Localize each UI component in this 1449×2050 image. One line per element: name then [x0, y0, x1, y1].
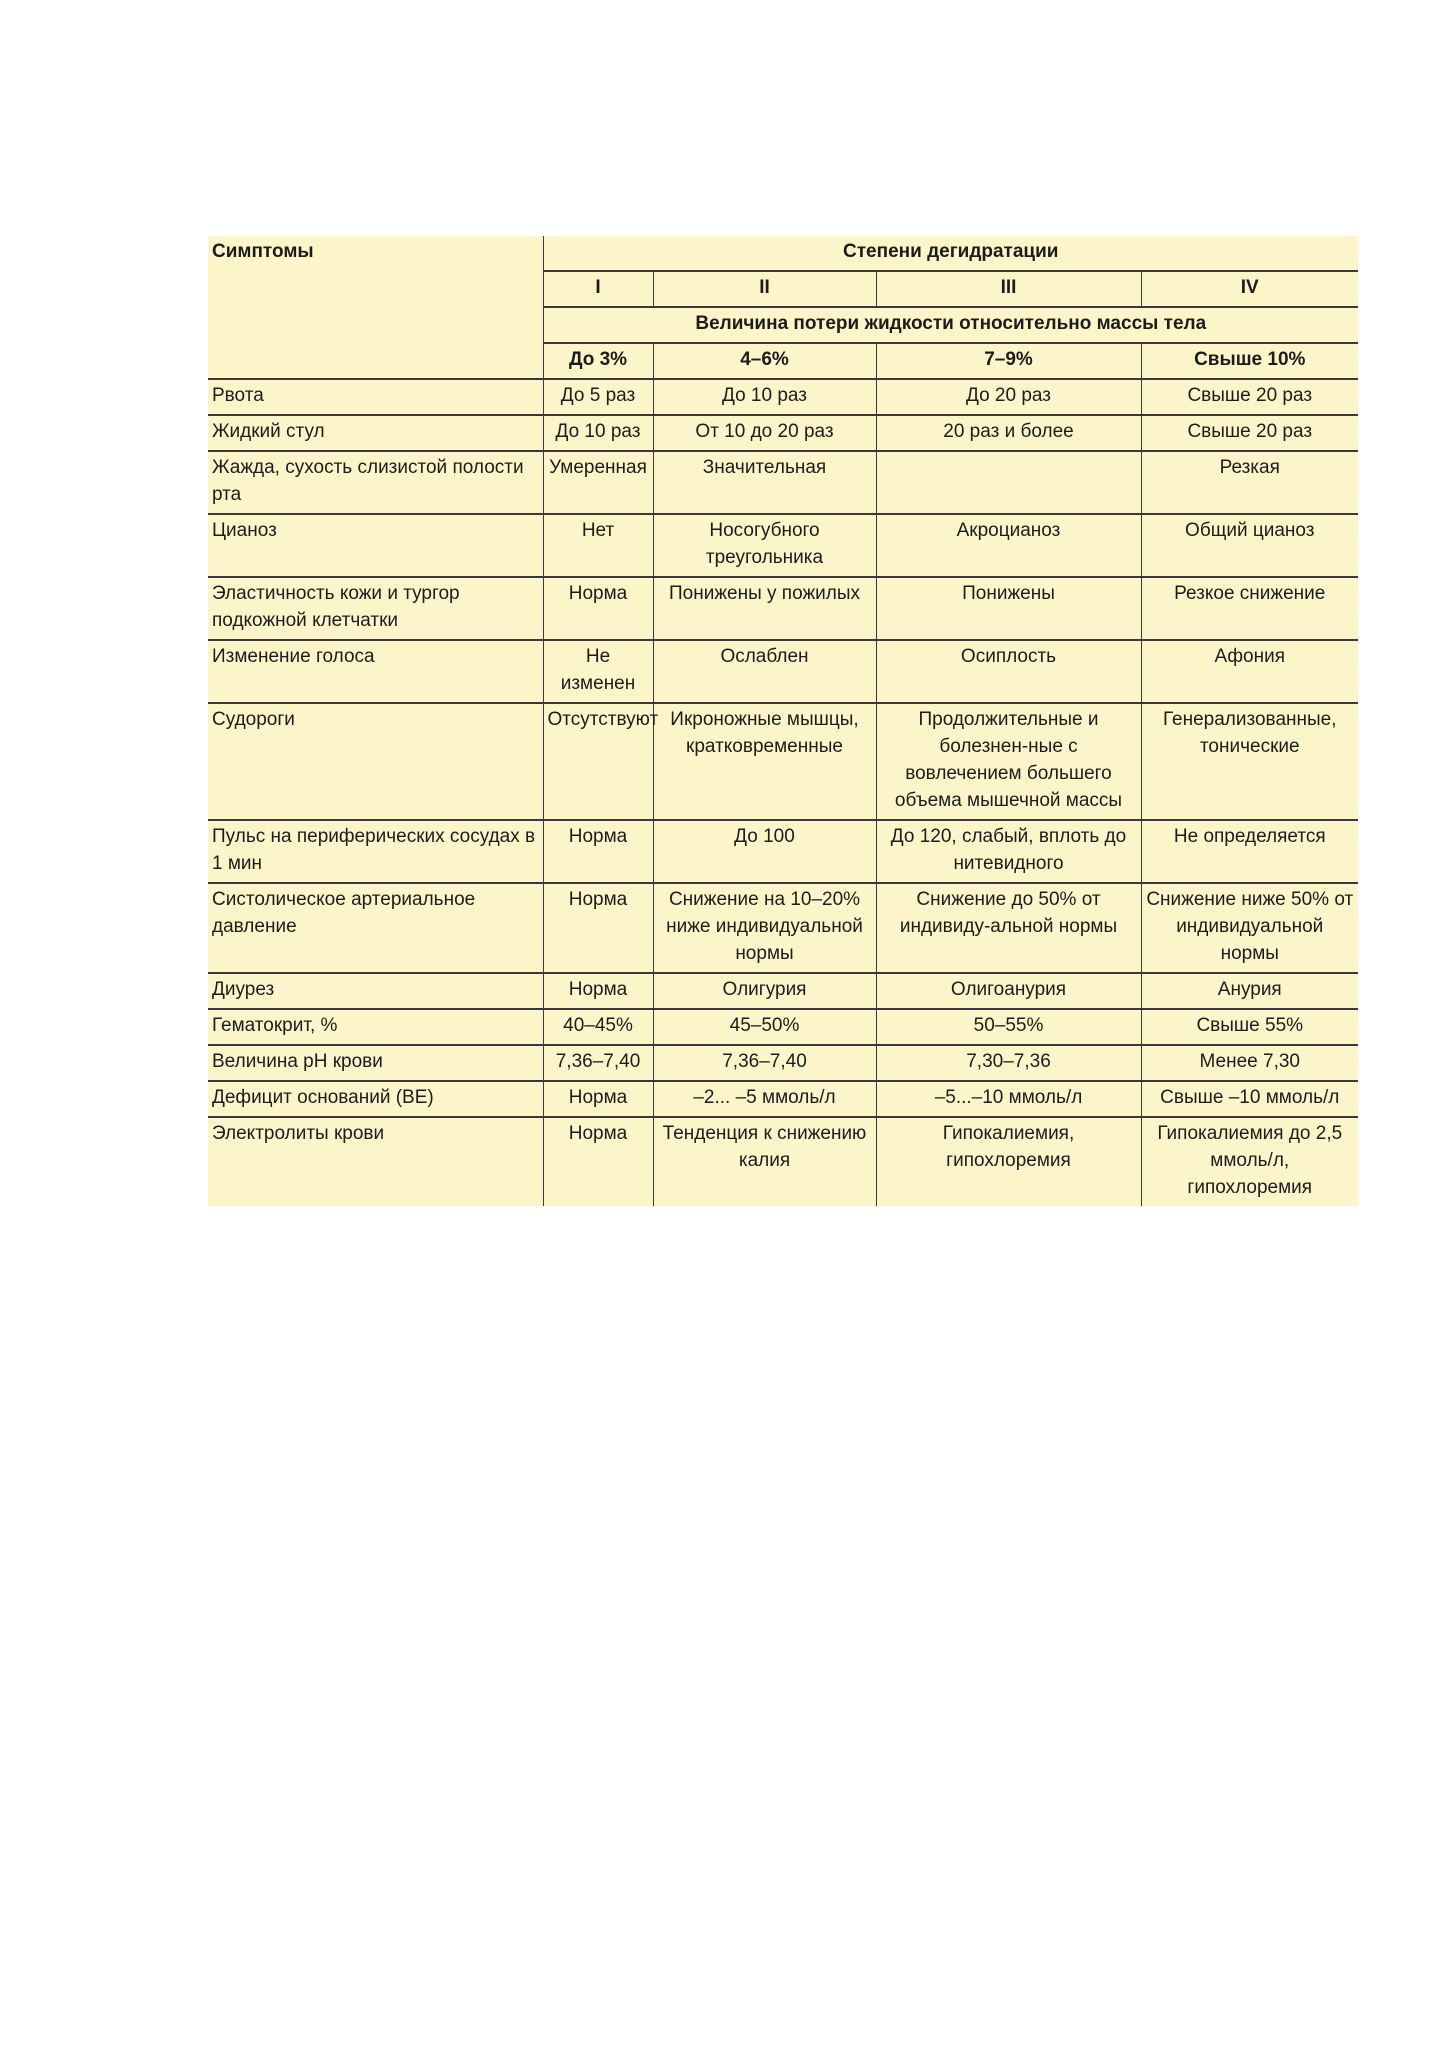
- value-cell: Носогубного треугольника: [653, 514, 876, 577]
- symptom-cell: Систолическое артериальное давление: [208, 883, 543, 973]
- table-row: [208, 973, 1358, 1009]
- table-row: [208, 577, 1358, 640]
- value-cell: Олигурия: [653, 973, 876, 1009]
- value-cell: Гипокалиемия до 2,5 ммоль/л, гипохлоремия: [1141, 1117, 1358, 1206]
- value-cell: Гипокалиемия, гипохлоремия: [876, 1117, 1141, 1206]
- symptom-cell: Пульс на периферических сосудах в 1 мин: [208, 820, 543, 883]
- symptom-cell: Судороги: [208, 703, 543, 820]
- loss-value-cell: До 3%: [543, 343, 653, 379]
- value-cell: Понижены: [876, 577, 1141, 640]
- symptom-cell: Рвота: [208, 379, 543, 415]
- value-cell: 40–45%: [543, 1009, 653, 1045]
- value-cell: 20 раз и более: [876, 415, 1141, 451]
- table-row: [208, 514, 1358, 577]
- value-cell: –5...–10 ммоль/л: [876, 1081, 1141, 1117]
- value-cell: Анурия: [1141, 973, 1358, 1009]
- symptom-cell: Дефицит оснований (ВЕ): [208, 1081, 543, 1117]
- value-cell: Общий цианоз: [1141, 514, 1358, 577]
- symptoms-column-header: Симптомы: [208, 236, 543, 379]
- value-cell: Ослаблен: [653, 640, 876, 703]
- value-cell: Свыше 55%: [1141, 1009, 1358, 1045]
- value-cell: Осиплость: [876, 640, 1141, 703]
- value-cell: Резкая: [1141, 451, 1358, 514]
- value-cell: Свыше 20 раз: [1141, 379, 1358, 415]
- degree-label-cell: IV: [1141, 271, 1358, 307]
- table-row: [208, 451, 1358, 514]
- value-cell: Свыше –10 ммоль/л: [1141, 1081, 1358, 1117]
- value-cell: Норма: [543, 577, 653, 640]
- value-cell: Продолжительные и болезнен-ные с вовлечением большего объема мышечной массы: [876, 703, 1141, 820]
- value-cell: Норма: [543, 1081, 653, 1117]
- value-cell: До 5 раз: [543, 379, 653, 415]
- degree-label-cell: II: [653, 271, 876, 307]
- value-cell: Свыше 20 раз: [1141, 415, 1358, 451]
- symptom-cell: Диурез: [208, 973, 543, 1009]
- value-cell: 45–50%: [653, 1009, 876, 1045]
- value-cell: До 10 раз: [543, 415, 653, 451]
- value-cell: 7,30–7,36: [876, 1045, 1141, 1081]
- degrees-header: Степени дегидратации: [543, 236, 1358, 271]
- table-row: [208, 1081, 1358, 1117]
- value-cell: Норма: [543, 883, 653, 973]
- symptom-cell: Эластичность кожи и тургор подкожной клетчатки: [208, 577, 543, 640]
- value-cell: Генерализованные, тонические: [1141, 703, 1358, 820]
- value-cell: Норма: [543, 1117, 653, 1206]
- degree-label-cell: III: [876, 271, 1141, 307]
- table-row: [208, 640, 1358, 703]
- table-body: [208, 379, 1358, 1206]
- value-cell: Менее 7,30: [1141, 1045, 1358, 1081]
- table-row: [208, 1045, 1358, 1081]
- value-cell: Снижение ниже 50% от индивидуальной нормы: [1141, 883, 1358, 973]
- value-cell: До 20 раз: [876, 379, 1141, 415]
- table-row: [208, 415, 1358, 451]
- table-row: [208, 1117, 1358, 1206]
- value-cell: Умеренная: [543, 451, 653, 514]
- value-cell: Тенденция к снижению калия: [653, 1117, 876, 1206]
- table-row: [208, 703, 1358, 820]
- value-cell: [876, 451, 1141, 514]
- table-row: [208, 1009, 1358, 1045]
- value-cell: Не изменен: [543, 640, 653, 703]
- symptom-cell: Изменение голоса: [208, 640, 543, 703]
- header-row-degrees: [208, 236, 1358, 271]
- dehydration-table-container: [208, 236, 1358, 1206]
- value-cell: До 120, слабый, вплоть до нитевидного: [876, 820, 1141, 883]
- value-cell: Значительная: [653, 451, 876, 514]
- table-row: [208, 883, 1358, 973]
- value-cell: Олигоанурия: [876, 973, 1141, 1009]
- symptom-cell: Гематокрит, %: [208, 1009, 543, 1045]
- value-cell: От 10 до 20 раз: [653, 415, 876, 451]
- value-cell: Понижены у пожилых: [653, 577, 876, 640]
- value-cell: Афония: [1141, 640, 1358, 703]
- value-cell: Снижение на 10–20% ниже индивидуальной нормы: [653, 883, 876, 973]
- symptom-cell: Жажда, сухость слизистой полости рта: [208, 451, 543, 514]
- loss-value-cell: 4–6%: [653, 343, 876, 379]
- value-cell: Норма: [543, 973, 653, 1009]
- value-cell: 7,36–7,40: [653, 1045, 876, 1081]
- value-cell: Норма: [543, 820, 653, 883]
- value-cell: Снижение до 50% от индивиду-альной нормы: [876, 883, 1141, 973]
- value-cell: Акроцианоз: [876, 514, 1141, 577]
- value-cell: До 100: [653, 820, 876, 883]
- value-cell: Отсутствуют: [543, 703, 653, 820]
- value-cell: До 10 раз: [653, 379, 876, 415]
- degree-label-cell: I: [543, 271, 653, 307]
- value-cell: Нет: [543, 514, 653, 577]
- loss-value-cell: 7–9%: [876, 343, 1141, 379]
- value-cell: –2... –5 ммоль/л: [653, 1081, 876, 1117]
- table-row: [208, 820, 1358, 883]
- symptom-cell: Электролиты крови: [212, 1123, 385, 1144]
- symptom-cell: Цианоз: [208, 514, 543, 577]
- value-cell: Резкое снижение: [1141, 577, 1358, 640]
- value-cell: 50–55%: [876, 1009, 1141, 1045]
- value-cell: Не определяется: [1141, 820, 1358, 883]
- symptom-cell: Жидкий стул: [208, 415, 543, 451]
- dehydration-degrees-table: [208, 236, 1358, 1206]
- value-cell: 7,36–7,40: [543, 1045, 653, 1081]
- value-cell: Икроножные мышцы, кратковременные: [653, 703, 876, 820]
- loss-value-cell: Свыше 10%: [1141, 343, 1358, 379]
- symptom-cell: Величина рН крови: [208, 1045, 543, 1081]
- fluid-loss-header: Величина потери жидкости относительно массы тела: [543, 307, 1358, 343]
- table-row: [208, 379, 1358, 415]
